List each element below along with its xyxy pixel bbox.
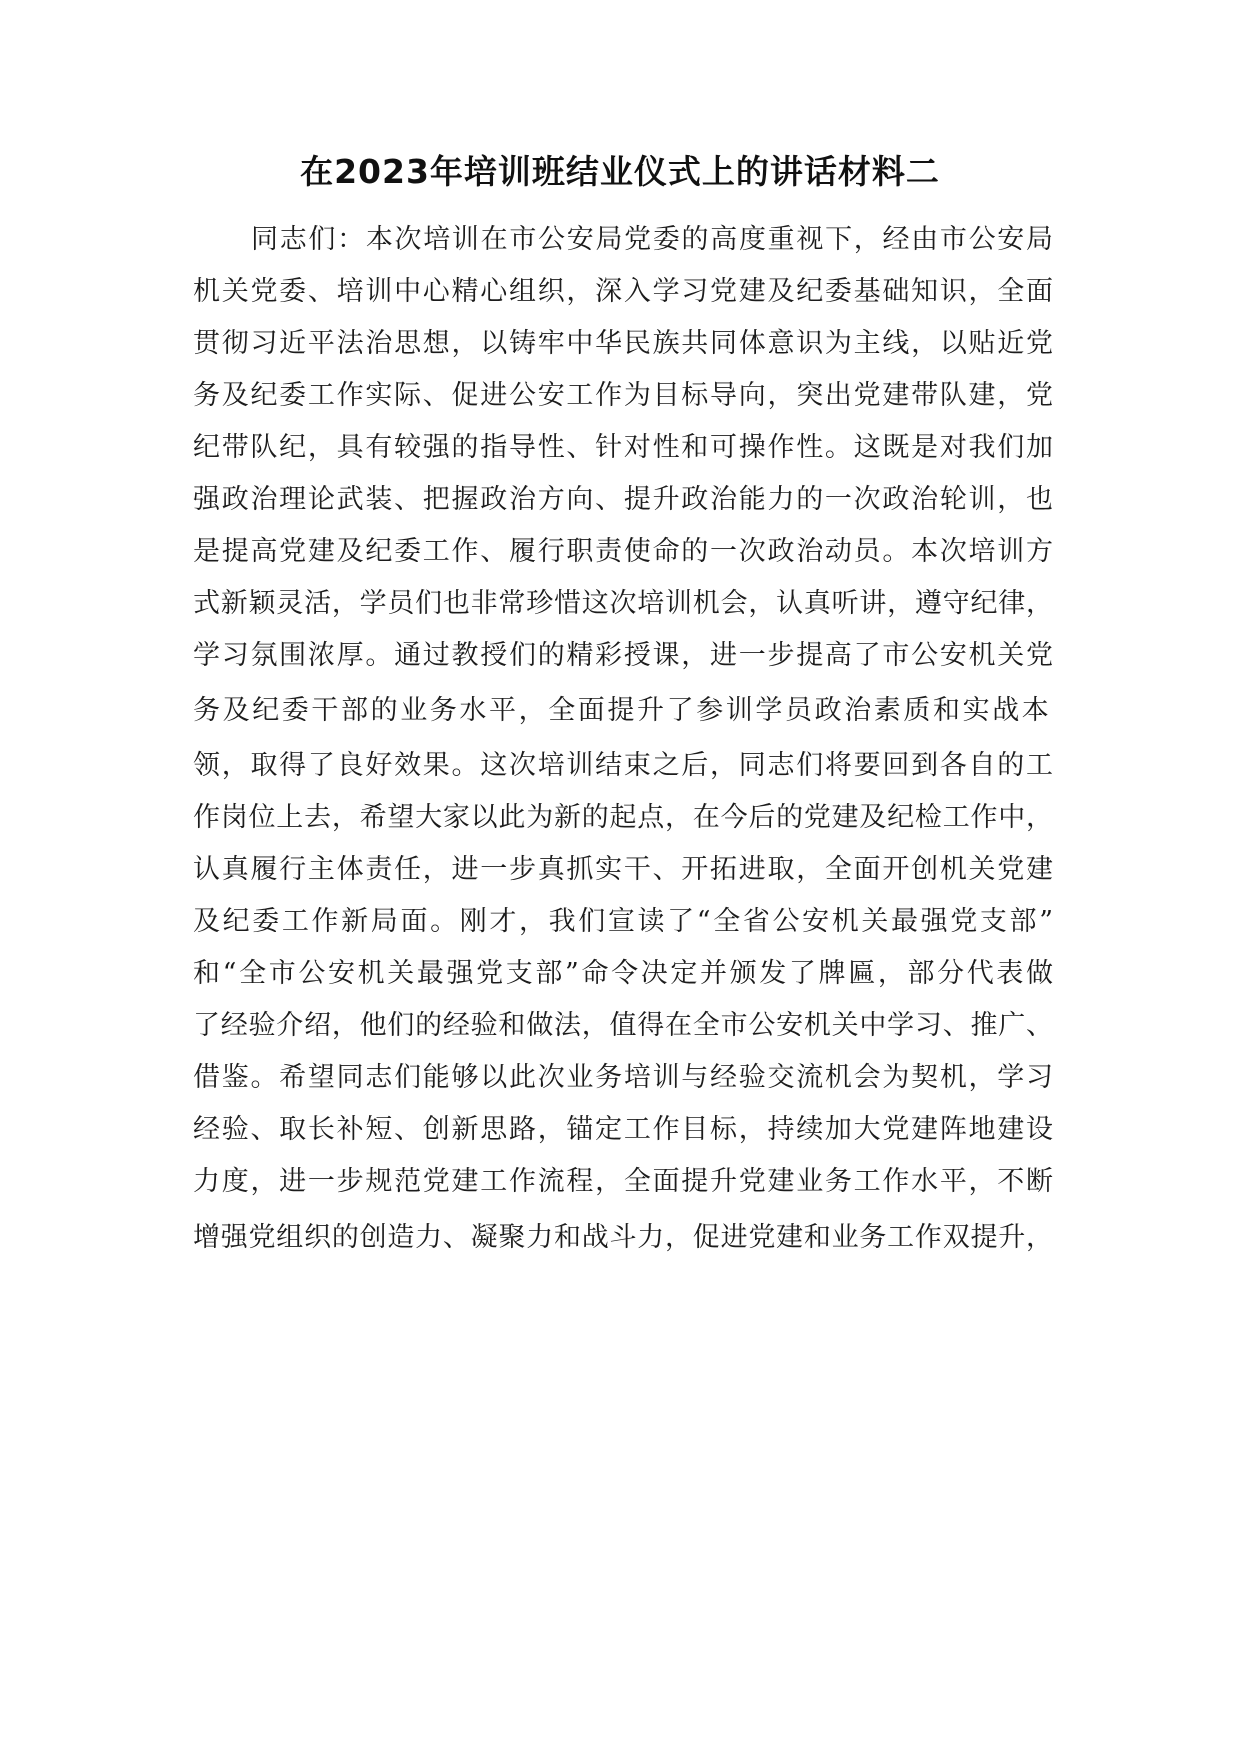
body-line: 务及纪委工作实际、促进公安工作为目标导向，突出党建带队建，党 bbox=[193, 380, 1053, 411]
body-line: 领，取得了良好效果。这次培训结束之后，同志们将要回到各自的工 bbox=[193, 750, 1053, 781]
body-line: 贯彻习近平法治思想，以铸牢中华民族共同体意识为主线，以贴近党 bbox=[193, 328, 1053, 359]
body-line: 经验、取长补短、创新思路，锚定工作目标，持续加大党建阵地建设 bbox=[193, 1114, 1053, 1145]
document-title: 在2023年培训班结业仪式上的讲话材料二 bbox=[300, 152, 940, 191]
body-line: 式新颖灵活，学员们也非常珍惜这次培训机会，认真听讲，遵守纪律， bbox=[193, 588, 1053, 619]
body-line: 了经验介绍，他们的经验和做法，值得在全市公安机关中学习、推广、 bbox=[193, 1010, 1053, 1041]
body-line: 及纪委工作新局面。刚才，我们宣读了“全省公安机关最强党支部” bbox=[193, 906, 1053, 937]
body-line: 纪带队纪，具有较强的指导性、针对性和可操作性。这既是对我们加 bbox=[193, 432, 1053, 463]
body-line: 是提高党建及纪委工作、履行职责使命的一次政治动员。本次培训方 bbox=[193, 536, 1053, 567]
body-line: 认真履行主体责任，进一步真抓实干、开拓进取，全面开创机关党建 bbox=[193, 854, 1053, 885]
body-line: 增强党组织的创造力、凝聚力和战斗力，促进党建和业务工作双提升， bbox=[193, 1222, 1053, 1253]
body-line: 和“全市公安机关最强党支部”命令决定并颁发了牌匾，部分代表做 bbox=[193, 958, 1053, 989]
body-line: 同志们：本次培训在市公安局党委的高度重视下，经由市公安局 bbox=[251, 224, 1053, 255]
body-line: 力度，进一步规范党建工作流程，全面提升党建业务工作水平，不断 bbox=[193, 1166, 1053, 1197]
body-line: 作岗位上去，希望大家以此为新的起点，在今后的党建及纪检工作中， bbox=[193, 802, 1053, 833]
body-line: 学习氛围浓厚。通过教授们的精彩授课，进一步提高了市公安机关党 bbox=[193, 640, 1053, 671]
body-line: 机关党委、培训中心精心组织，深入学习党建及纪委基础知识，全面 bbox=[193, 276, 1053, 307]
body-line: 强政治理论武装、把握政治方向、提升政治能力的一次政治轮训，也 bbox=[193, 484, 1053, 515]
body-line: 借鉴。希望同志们能够以此次业务培训与经验交流机会为契机，学习 bbox=[193, 1062, 1053, 1093]
body-line: 务及纪委干部的业务水平，全面提升了参训学员政治素质和实战本 bbox=[193, 695, 1052, 726]
